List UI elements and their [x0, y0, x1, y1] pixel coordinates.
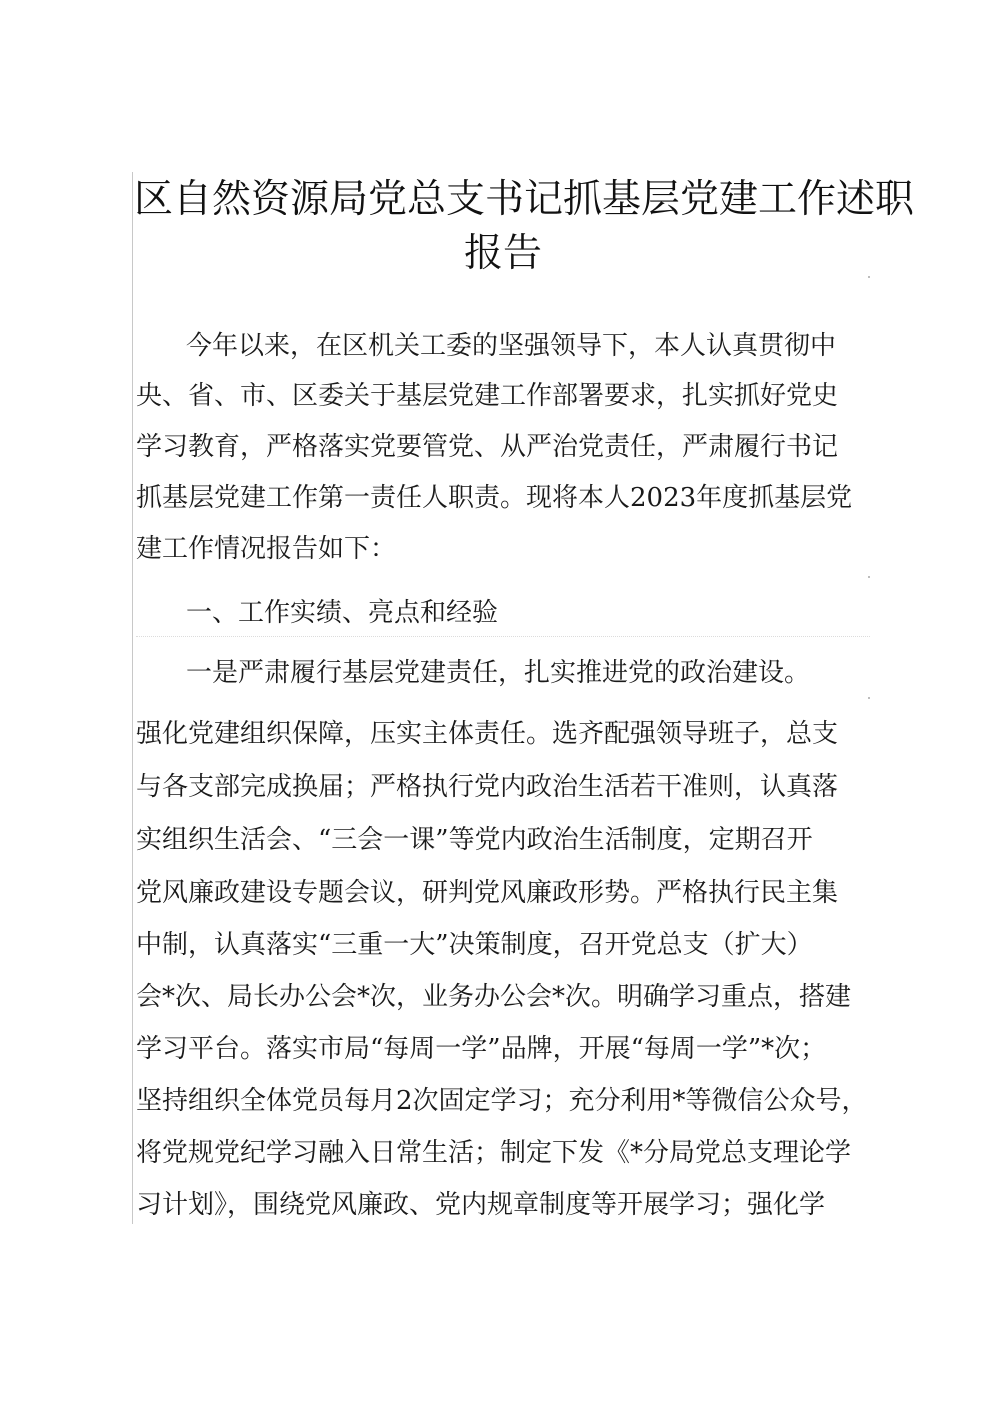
body-line-4: 党风廉政建设专题会议，研判党风廉政形势。严格执行民主集 [136, 878, 839, 908]
intro-line-5: 建工作情况报告如下： [136, 534, 397, 564]
body-line-5: 中制，认真落实“三重一大”决策制度，召开党总支（扩大） [136, 930, 813, 960]
intro-line-2: 央、省、市、区委关于基层党建工作部署要求，扎实抓好党史 [136, 381, 839, 411]
section-heading: 一、工作实绩、亮点和经验 [186, 598, 499, 628]
left-margin-rule [132, 172, 133, 1224]
body-line-2: 与各支部完成换届；严格执行党内政治生活若干准则，认真落 [136, 772, 839, 802]
intro-line-3: 学习教育，严格落实党要管党、从严治党责任，严肃履行书记 [136, 432, 839, 462]
body-line-9: 将党规党纪学习融入日常生活；制定下发《*分局党总支理论学 [136, 1138, 852, 1168]
body-line-6: 会*次、局长办公会*次，业务办公会*次。明确学习重点，搭建 [136, 982, 852, 1012]
body-line-7: 学习平台。落实市局“每周一学”品牌，开展“每周一学”*次； [136, 1034, 827, 1064]
body-line-10: 习计划》，围绕党风廉政、党内规章制度等开展学习；强化学 [136, 1190, 826, 1220]
margin-mark [868, 276, 870, 278]
intro-line-4: 抓基层党建工作第一责任人职责。现将本人2023年度抓基层党 [136, 483, 853, 513]
body-line-1: 强化党建组织保障，压实主体责任。选齐配强领导班子，总支 [136, 719, 839, 749]
dotted-divider [136, 636, 870, 637]
margin-mark [868, 576, 870, 578]
body-line-8: 坚持组织全体党员每月2次固定学习；充分利用*等微信公众号， [136, 1086, 868, 1116]
subheading: 一是严肃履行基层党建责任，扎实推进党的政治建设。 [186, 658, 811, 688]
intro-line-1: 今年以来，在区机关工委的坚强领导下，本人认真贯彻中 [186, 331, 837, 361]
document-title-line-2: 报告 [463, 231, 542, 276]
margin-mark [868, 697, 870, 699]
body-line-3: 实组织生活会、“三会一课”等党内政治生活制度，定期召开 [136, 825, 813, 855]
document-title-line-1: 区自然资源局党总支书记抓基层党建工作述职 [134, 177, 915, 222]
